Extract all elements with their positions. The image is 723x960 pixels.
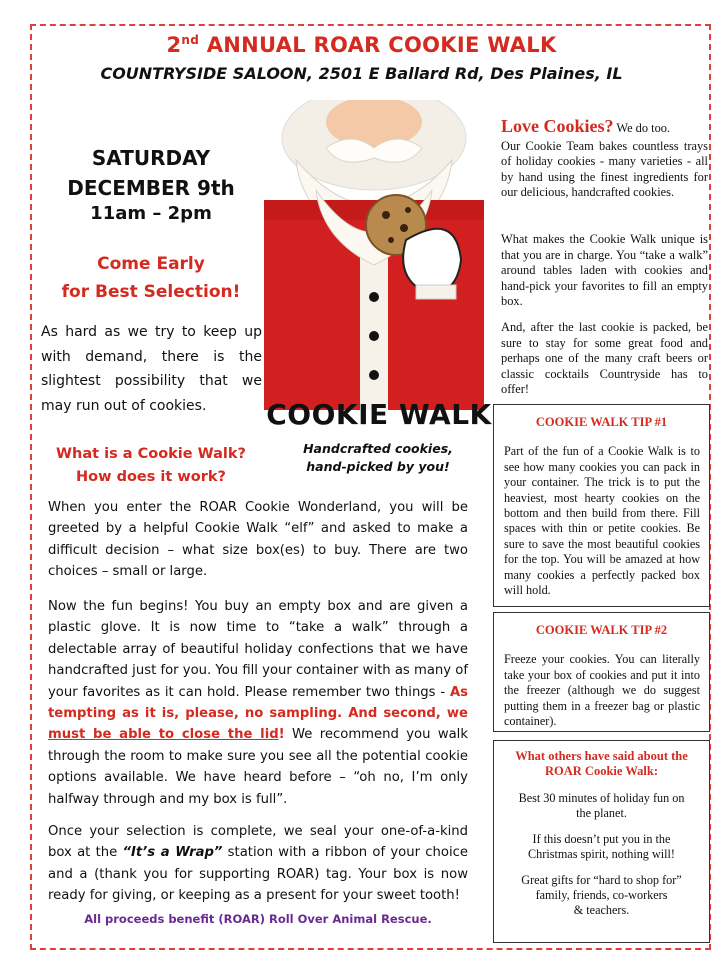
what-is-heading	[40, 443, 262, 489]
tip-2-box	[493, 612, 710, 732]
love-cookies-block	[501, 116, 708, 201]
love-cookies-heading: Love Cookies?	[501, 116, 614, 136]
come-early-line-2: for Best Selection!	[61, 282, 241, 302]
love-cookies-tail: We do too.	[613, 121, 671, 135]
tip-1-text: Part of the fun of a Cookie Walk is to see how many cookies you can pack in your container. The trick is to put the heaviest, most hearty cookies on the bottom and then build from there. Fill spaces with thin or petite cookies. Be sure to save the most beautiful cookies for the top. You will be amazed at how many cookies a perfectly packed box will hold.	[504, 444, 700, 598]
event-day: SATURDAY	[91, 146, 211, 170]
event-date: DECEMBER 9th	[67, 176, 235, 200]
testimonial-2: If this doesn’t put you in the Christmas spirit, nothing will!	[528, 831, 675, 862]
tip-2-heading: COOKIE WALK TIP #2	[535, 623, 668, 637]
body-paragraph-3: Once your selection is complete, we seal your one-of-a-kind box at the “It’s a Wrap” station with a ribbon of your choice and a (thank you for supporting ROAR) tag. Your box is now ready for giving, or keeping as a present for your sweet tooth!	[48, 824, 468, 904]
after-text: And, after the last cookie is packed, be sure to stay for some great food and perhaps one of the many craft beers or classic cocktails Countryside has to offer!	[501, 320, 708, 396]
testimonials-box	[493, 740, 710, 943]
testimonials-heading: What others have said about the ROAR Cookie Walk:	[515, 749, 688, 778]
come-early-note	[40, 250, 262, 306]
unique-text: What makes the Cookie Walk unique is that you are in charge. You “take a walk” around tables laden with cookies and hand-pick your favorites to fill an empty box.	[501, 232, 708, 308]
what-is-line-2: How does it work?	[76, 469, 226, 485]
tip-1-heading: COOKIE WALK TIP #1	[535, 415, 668, 429]
venue-address: COUNTRYSIDE SALOON, 2501 E Ballard Rd, Des Plaines, IL	[100, 64, 623, 83]
come-early-line-1: Come Early	[97, 254, 205, 274]
testimonial-3: Great gifts for “hard to shop for” family, friends, co-workers & teachers.	[521, 872, 682, 918]
flyer-title: 2nd ANNUAL ROAR COOKIE WALK	[166, 33, 557, 57]
event-day-date	[40, 143, 262, 203]
cookie-walk-tagline	[288, 440, 468, 476]
what-is-line-1: What is a Cookie Walk?	[56, 446, 246, 462]
love-cookies-text: Our Cookie Team bakes countless trays of holiday cookies - many varieties - all by hand using the finest ingredients for our delicious, handcrafted cookies.	[501, 138, 708, 199]
tagline-line-1: Handcrafted cookies,	[303, 441, 453, 456]
testimonial-1: Best 30 minutes of holiday fun on the planet.	[518, 791, 685, 821]
tip-1-box	[493, 404, 710, 607]
tip-2-text: Freeze your cookies. You can literally take your box of cookies and put it into the freezer (although we do suggest putting them in a freezer bag or plastic container).	[504, 652, 700, 729]
supply-warning: As hard as we try to keep up with demand, there is the slightest possibility that we may run out of cookies.	[41, 324, 262, 414]
event-time: 11am – 2pm	[90, 203, 212, 224]
body-paragraph-2: Now the fun begins! You buy an empty box and are given a plastic glove. It is now time to “take a walk” through a delectable array of beautiful holiday confections that we have handcrafted just for you. You fill your container with as many of your favorites as it can hold. Please remember two things - As tempting as it is, please, no sampling. And second, we must be able to close the lid! We recommend you walk through the room to make sure you see all the potential cookie options available. We have heard before – “oh no, I’m only halfway through and my box is full”.	[48, 599, 468, 807]
proceeds-footer: All proceeds benefit (ROAR) Roll Over Animal Rescue.	[84, 912, 432, 926]
cookie-walk-heading: COOKIE WALK	[266, 398, 492, 431]
body-paragraph-1: When you enter the ROAR Cookie Wonderland, you will be greeted by a helpful Cookie Walk “elf” and asked to make a difficult decision – what size box(es) to buy. There are two choices – small or large.	[48, 500, 468, 580]
tagline-line-2: hand-picked by you!	[306, 459, 450, 474]
santa-illustration	[256, 100, 492, 410]
